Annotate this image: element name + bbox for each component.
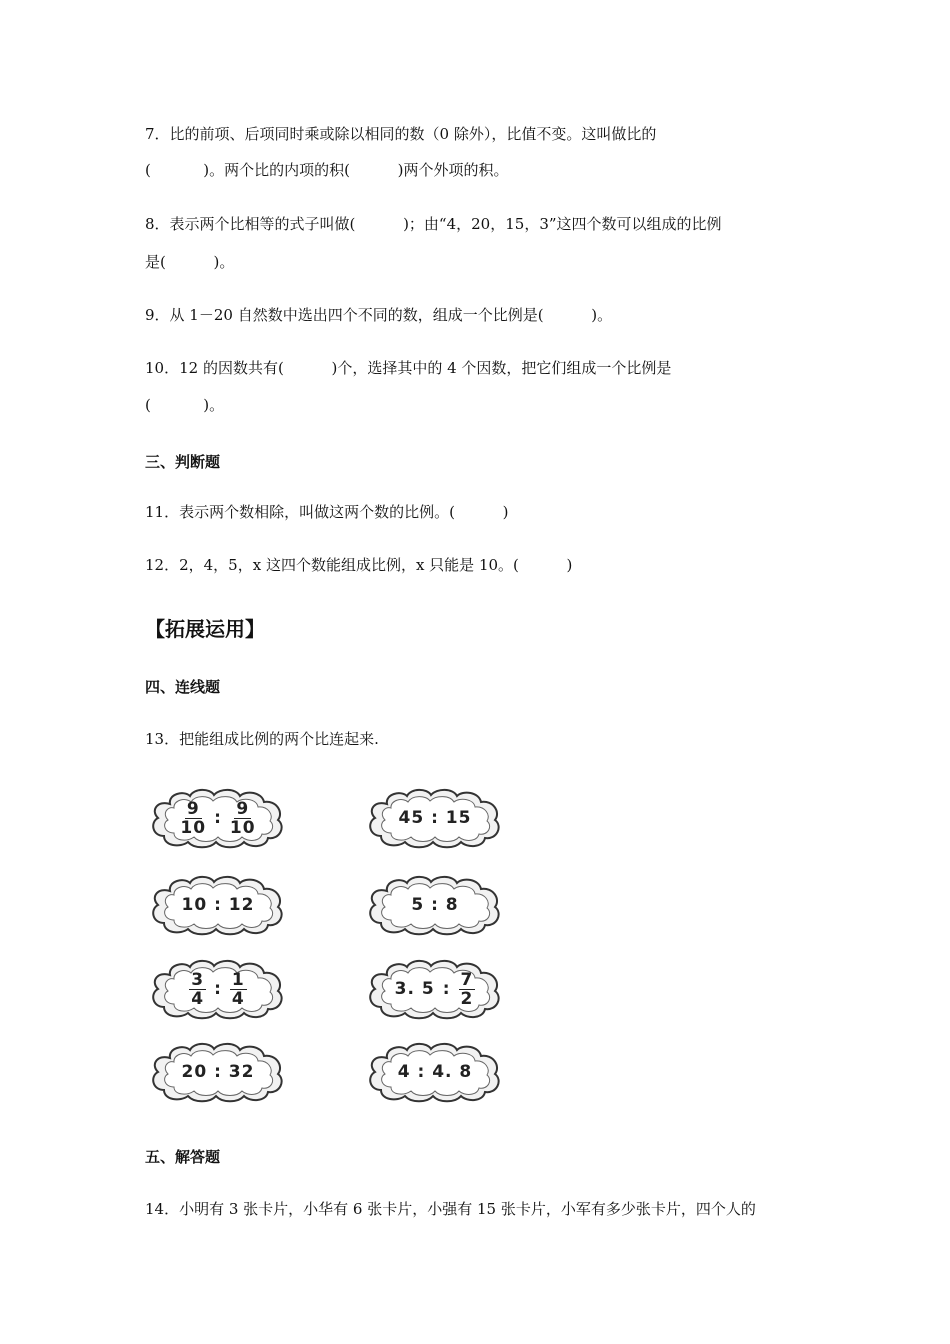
fraction-numerator: 1 [231,969,245,990]
fraction-denominator: 4 [191,988,205,1009]
section-title-extend: 【拓展运用】 [145,617,265,641]
fraction-denominator: 10 [229,817,256,838]
q13-line1: 13．把能组成比例的两个比连起来. [145,730,379,748]
second-term-fraction [459,971,476,1008]
cloud-right-1[interactable] [367,786,503,850]
fraction-numerator: 9 [236,798,250,819]
q7-line2: ( )。两个比的内项的积( )两个外项的积。 [145,161,509,179]
q10-line2: ( )。 [145,396,225,414]
first-term-fraction [189,971,206,1008]
heading-judgement: 三、判断题 [145,453,221,471]
cloud-ratio-label: 4 : 4. 8 [397,1062,473,1082]
ratio-colon: : [442,979,451,999]
cloud-ratio-label [150,786,286,850]
cloud-right-4[interactable] [367,1040,503,1104]
cloud-left-3[interactable] [150,957,286,1021]
q10-line1: 10．12 的因数共有( )个，选择其中的 4 个因数，把它们组成一个比例是 [145,359,672,377]
q14-line1: 14．小明有 3 张卡片，小华有 6 张卡片，小强有 15 张卡片，小军有多少张卡片，四个人的 [145,1200,756,1218]
cloud-right-3[interactable] [367,957,503,1021]
heading-answer: 五、解答题 [145,1148,221,1166]
fraction-denominator: 2 [460,988,474,1009]
cloud-right-2[interactable] [367,873,503,937]
cloud-left-4[interactable] [150,1040,286,1104]
fraction-numerator: 9 [186,798,200,819]
ratio-colon: : [214,808,222,828]
cloud-ratio-label [150,957,286,1021]
ratio-colon: : [214,979,222,999]
first-term-fraction [180,800,206,837]
q9-line1: 9．从 1－20 自然数中选出四个不同的数，组成一个比例是( )。 [145,306,613,324]
ratio-term: 3. 5 [394,979,435,999]
fraction-numerator: 7 [460,969,474,990]
q7-line1: 7．比的前项、后项同时乘或除以相同的数（0 除外），比值不变。这叫做比的 [145,125,657,143]
second-term-fraction [230,800,256,837]
cloud-left-1[interactable] [150,786,286,850]
q11-line1: 11．表示两个数相除，叫做这两个数的比例。( ) [145,503,509,521]
cloud-left-2[interactable] [150,873,286,937]
fraction-numerator: 3 [191,969,205,990]
second-term-fraction [230,971,247,1008]
cloud-ratio-label: 5 : 8 [411,895,459,915]
cloud-ratio-label: 45 : 15 [398,808,472,828]
q12-line1: 12．2，4，5，x 这四个数能组成比例，x 只能是 10。( ) [145,556,573,574]
cloud-ratio-label: 10 : 12 [181,895,255,915]
cloud-ratio-label: 20 : 32 [181,1062,255,1082]
fraction-denominator: 4 [231,988,245,1009]
q8-line1: 8．表示两个比相等的式子叫做( )；由“4，20，15，3”这四个数可以组成的比例 [145,215,722,233]
fraction-denominator: 10 [180,817,207,838]
cloud-ratio-label [367,957,503,1021]
heading-matching: 四、连线题 [145,678,221,696]
q8-line2: 是( )。 [145,253,235,271]
